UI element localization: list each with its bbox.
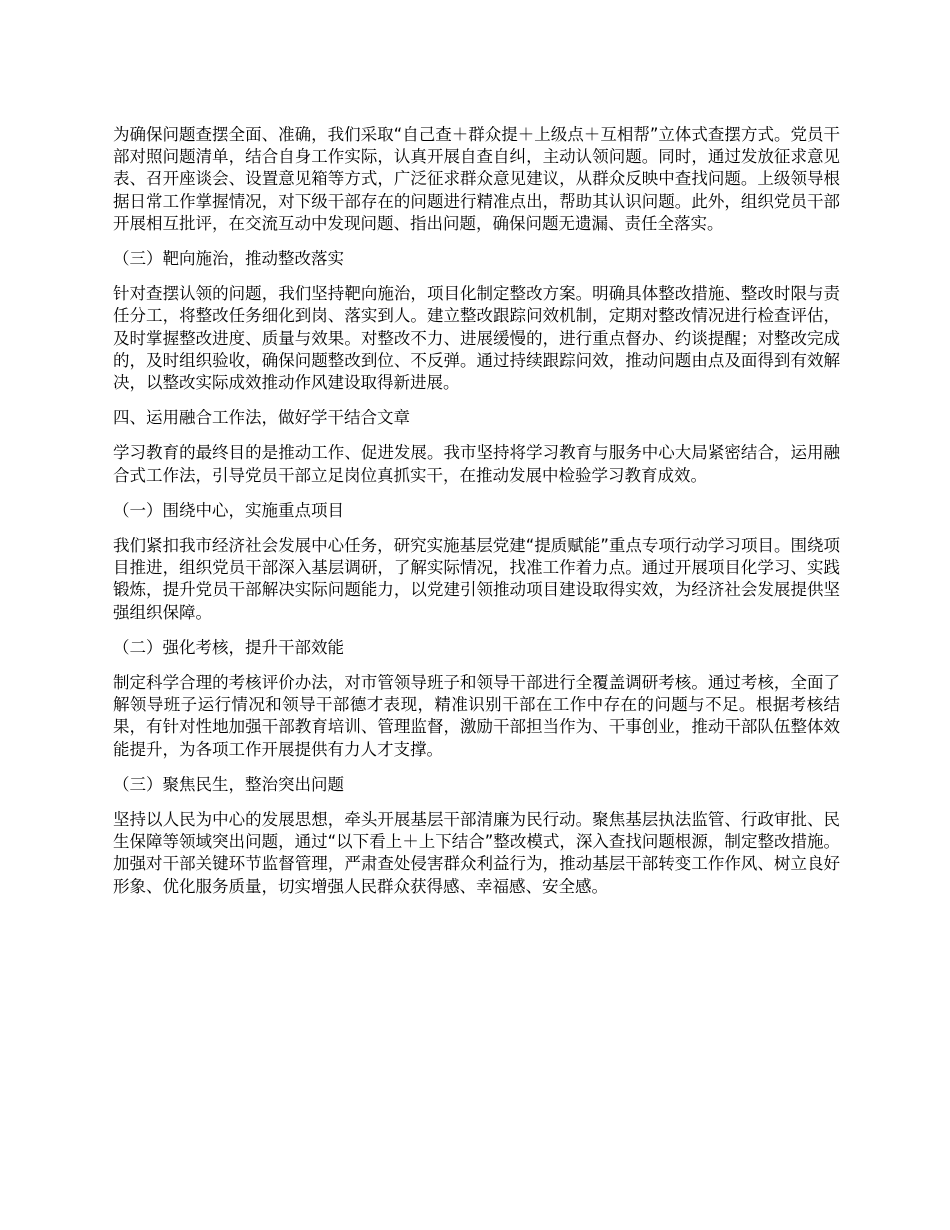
section-heading-assessment: （二）强化考核，提升干部效能 — [113, 637, 344, 657]
paragraph-assessment: 制定科学合理的考核评价办法，对市管领导班子和领导干部进行全覆盖调研考核。通过考核，全面了解领导班子运行情况和领导干部德才表现，精准识别干部在工作中存在的问题与不足。根据考核结果，有针对性地加强干部教育培训、管理监督，激励干部担当作为、干事创业，推动干部队伍整体效能提升，为各项工作开展提供有力人才支撑。 — [113, 673, 840, 759]
paragraph-integrated-method: 学习教育的最终目的是推动工作、促进发展。我市坚持将学习教育与服务中心大局紧密结合，运用融合式工作法，引导党员干部立足岗位真抓实干，在推动发展中检验学习教育成效。 — [113, 443, 840, 485]
paragraph-targeted-rectification: 针对查摆认领的问题，我们坚持靶向施治，项目化制定整改方案。明确具体整改措施、整改时限与责任分工，将整改任务细化到岗、落实到人。建立整改跟踪问效机制，定期对整改情况进行检查评估，及时掌握整改进度、质量与效果。对整改不力、进展缓慢的，进行重点督办、约谈提醒；对整改完成的，及时组织验收，确保问题整改到位、不反弹。通过持续跟踪问效，推动问题由点及面得到有效解决，以整改实际成效推动作风建设取得新进展。 — [113, 284, 840, 393]
paragraph-self-check-methods: 为确保问题查摆全面、准确，我们采取“自己查＋群众提＋上级点＋互相帮”立体式查摆方式。党员干部对照问题清单，结合自身工作实际，认真开展自查自纠，主动认领问题。同时，通过发放征求意见表、召开座谈会、设置意见箱等方式，广泛征求群众意见建议，从群众反映中查找问题。上级领导根据日常工作掌握情况，对下级干部存在的问题进行精准点出，帮助其认识问题。此外，组织党员干部开展相互批评，在交流互动中发现问题、指出问题，确保问题无遗漏、责任全落实。 — [113, 125, 840, 233]
document-page — [113, 124, 840, 911]
section-heading-targeted-rectification: （三）靶向施治，推动整改落实 — [113, 249, 344, 269]
section-heading-key-projects: （一）围绕中心，实施重点项目 — [113, 500, 344, 520]
paragraph-livelihood: 坚持以人民为中心的发展思想，牵头开展基层干部清廉为民行动。聚焦基层执法监管、行政审批、民生保障等领域突出问题，通过“以下看上＋上下结合”整改模式，深入查找问题根源，制定整改措施。加强对干部关键环节监督管理，严肃查处侵害群众利益行为，推动基层干部转变工作作风、树立良好形象、优化服务质量，切实增强人民群众获得感、幸福感、安全感。 — [113, 810, 840, 896]
section-heading-livelihood: （三）聚焦民生，整治突出问题 — [113, 774, 344, 794]
chapter-heading-integrated-method: 四、运用融合工作法，做好学干结合文章 — [113, 408, 410, 428]
paragraph-key-projects: 我们紧扣我市经济社会发展中心任务，研究实施基层党建“提质赋能”重点专项行动学习项目。围绕项目推进，组织党员干部深入基层调研，了解实际情况，找准工作着力点。通过开展项目化学习、实践锻炼，提升党员干部解决实际问题能力，以党建引领推动项目建设取得实效，为经济社会发展提供坚强组织保障。 — [113, 536, 840, 622]
